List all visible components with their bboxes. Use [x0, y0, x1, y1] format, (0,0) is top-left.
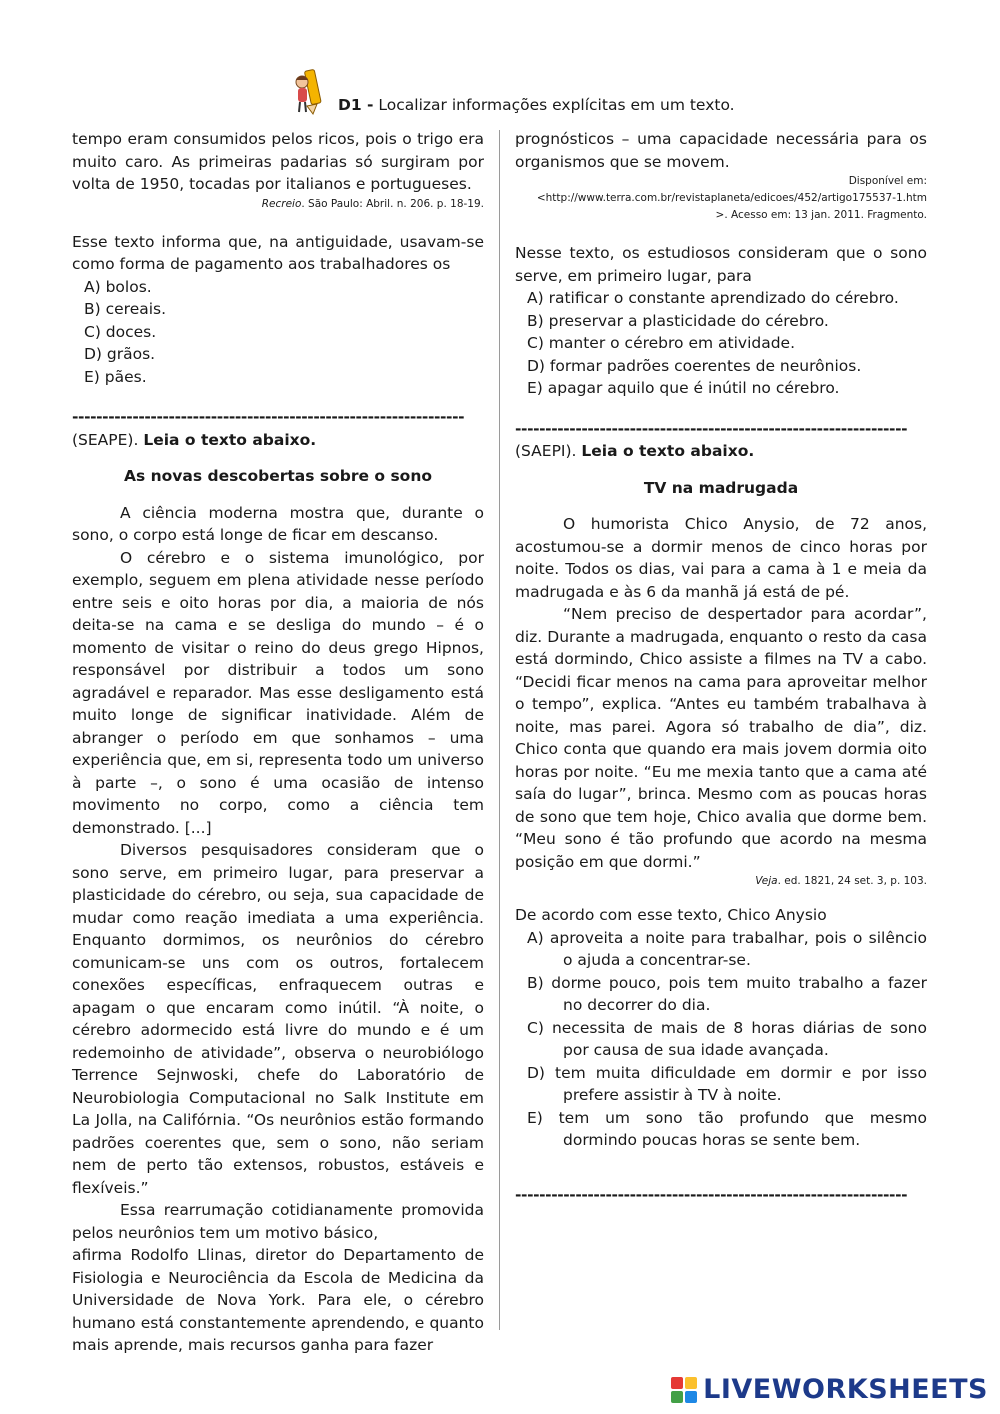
text-source: Recreio. São Paulo: Abril. n. 206. p. 18-19.: [261, 197, 484, 210]
option-c[interactable]: C) doces.: [84, 322, 157, 341]
section-separator: -----------------------------------------------------------------: [515, 419, 908, 438]
option-b[interactable]: B) cereais.: [84, 300, 167, 318]
pencil-character-icon: [290, 68, 332, 116]
paragraph: O cérebro e o sistema imunológico, por exemplo, seguem em plena atividade nesse período entre seis e oito horas por dia, a maioria de nós deita-se na cama e se desliga do mundo – é o momento de visitar o reino do deus grego Hipnos, responsável por distribuir a todos um sono agradável e reparador. Mas esse desligamento está muito longe de significar inatividade. Além de abranger o período em que sonhamos – uma experiência que, em si, representa todo um universo à parte –, o sono é uma ocasião de intenso movimento no corpo, como a ciência tem demonstrado. [...]: [72, 548, 484, 837]
paragraph: afirma Rodolfo Llinas, diretor do Departamento de Fisiologia e Neurociência da Escola de Medicina da Universidade de Nova York. Para ele, o cérebro humano está constantemente aprendendo, e quanto mais aprende, mais recursos ganha para fazer: [72, 1246, 484, 1354]
source-line: >. Acesso em: 13 jan. 2011. Fragmento.: [715, 209, 927, 221]
question-text: Esse texto informa que, na antiguidade, usavam-se como forma de pagamento aos trabalhadores os: [72, 232, 484, 273]
logo-square: [685, 1377, 697, 1389]
left-column: [72, 128, 484, 1357]
option-e[interactable]: E) tem um sono tão profundo que mesmo dormindo poucas horas se sente bem.: [527, 1108, 927, 1149]
text-continuation: tempo eram consumidos pelos ricos, pois o trigo era muito caro. As primeiras padarias só surgiram por volta de 1950, tocadas por italianos e portugueses.: [72, 130, 484, 193]
option-a[interactable]: A) ratificar o constante aprendizado do cérebro.: [527, 289, 899, 307]
option-b[interactable]: B) preservar a plasticidade do cérebro.: [527, 311, 829, 330]
section-separator: -----------------------------------------------------------------: [515, 1185, 908, 1204]
option-d[interactable]: D) grãos.: [84, 345, 156, 363]
answer-options: [515, 287, 927, 400]
option-d[interactable]: D) formar padrões coerentes de neurônios.: [527, 356, 862, 375]
paragraph: O humorista Chico Anysio, de 72 anos, acostumou-se a dormir menos de cinco horas por noite. Todos os dias, vai para a cama à 1 e meia da madrugada e às 6 da manhã já está de pé.: [515, 515, 927, 601]
option-d[interactable]: D) tem muita dificuldade em dormir e por isso prefere assistir à TV à noite.: [527, 1063, 927, 1104]
option-a[interactable]: A) aproveita a noite para trabalhar, pois o silêncio o ajuda a concentrar-se.: [527, 928, 927, 969]
descriptor-title: Localizar informações explícitas em um texto.: [378, 96, 735, 114]
question-origin: (SEAPE). Leia o texto abaixo.: [72, 430, 317, 449]
option-c[interactable]: C) necessita de mais de 8 horas diárias de sono por causa de sua idade avançada.: [527, 1018, 927, 1059]
logo-square: [671, 1377, 683, 1389]
answer-options: [515, 927, 927, 1152]
option-b[interactable]: B) dorme pouco, pois tem muito trabalho a fazer no decorrer do dia.: [527, 973, 927, 1014]
page-title: [338, 94, 735, 117]
text-title: TV na madrugada: [643, 478, 799, 497]
logo-square: [685, 1391, 697, 1403]
question-text: Nesse texto, os estudiosos consideram que o sono serve, em primeiro lugar, para: [515, 244, 927, 285]
logo-squares-icon: [671, 1377, 697, 1403]
brand-name: LIVEWORKSHEETS: [703, 1373, 988, 1405]
question-text: De acordo com esse texto, Chico Anysio: [515, 906, 827, 924]
liveworksheets-logo: [671, 1374, 988, 1406]
text-source: Veja. ed. 1821, 24 set. 3, p. 103.: [755, 875, 927, 887]
column-divider: [499, 130, 500, 1330]
paragraph: Essa rearrumação cotidianamente promovida pelos neurônios tem um motivo básico,: [72, 1201, 484, 1242]
logo-square: [671, 1391, 683, 1403]
text-continuation: prognósticos – uma capacidade necessária para os organismos que se movem.: [515, 130, 927, 171]
option-e[interactable]: E) pães.: [84, 367, 147, 386]
option-e[interactable]: E) apagar aquilo que é inútil no cérebro.: [527, 379, 840, 397]
paragraph: Diversos pesquisadores consideram que o sono serve, em primeiro lugar, para preservar a plasticidade do cérebro, ou seja, sua capacidade de mudar como reação imediata a uma experiência. Enquanto dormimos, os neurônios do cérebro comunicam-se uns com os outros, fortalecem conexões específicas, enfraquecem outras e apagam o que encaram como inútil. “À noite, o cérebro adormecido está livre do mundo e é um redemoinho de atividade”, observa o neurobiólogo Terrence Sejnwoski, chefe do Laboratório de Neurobiologia Computacional no Salk Institute em La Jolla, na Califórnia. “Os neurônios estão formando padrões coerentes que, sem o sono, não seriam nem de perto tão extensos, robustos, estáveis e flexíveis.”: [72, 841, 484, 1197]
source-url: <http://www.terra.com.br/revistaplaneta/edicoes/452/artigo175537-1.htm: [536, 192, 927, 204]
right-column: [515, 128, 927, 1206]
question-origin: (SAEPI). Leia o texto abaixo.: [515, 442, 755, 460]
paragraph: “Nem preciso de despertador para acordar”, diz. Durante a madrugada, enquanto o resto da casa está dormindo, Chico assiste a filmes na TV a cabo. “Decidi ficar menos na cama para aproveitar melhor o tempo”, explica. “Antes eu também trabalhava à noite, mas parei. Agora só trabalho de dia”, diz. Chico conta que quando era mais jovem dormia oito horas por noite. “Eu me mexia tanto que a cama até saía do lugar”, brinca. Mesmo com as poucas horas de sono que tem hoje, Chico avalia que dorme bem. “Meu sono é tão profundo que acordo na mesma posição em que dormi.”: [515, 605, 927, 871]
section-separator: -----------------------------------------------------------------: [72, 408, 465, 426]
option-a[interactable]: A) bolos.: [84, 277, 152, 296]
page-header: [290, 68, 810, 118]
option-c[interactable]: C) manter o cérebro em atividade.: [527, 334, 796, 352]
paragraph: A ciência moderna mostra que, durante o sono, o corpo está longe de ficar em descanso.: [72, 503, 484, 544]
descriptor-code: D1 -: [338, 96, 374, 114]
text-title: As novas descobertas sobre o sono: [123, 467, 433, 485]
answer-options: [72, 276, 484, 389]
source-line: Disponível em:: [848, 175, 927, 187]
